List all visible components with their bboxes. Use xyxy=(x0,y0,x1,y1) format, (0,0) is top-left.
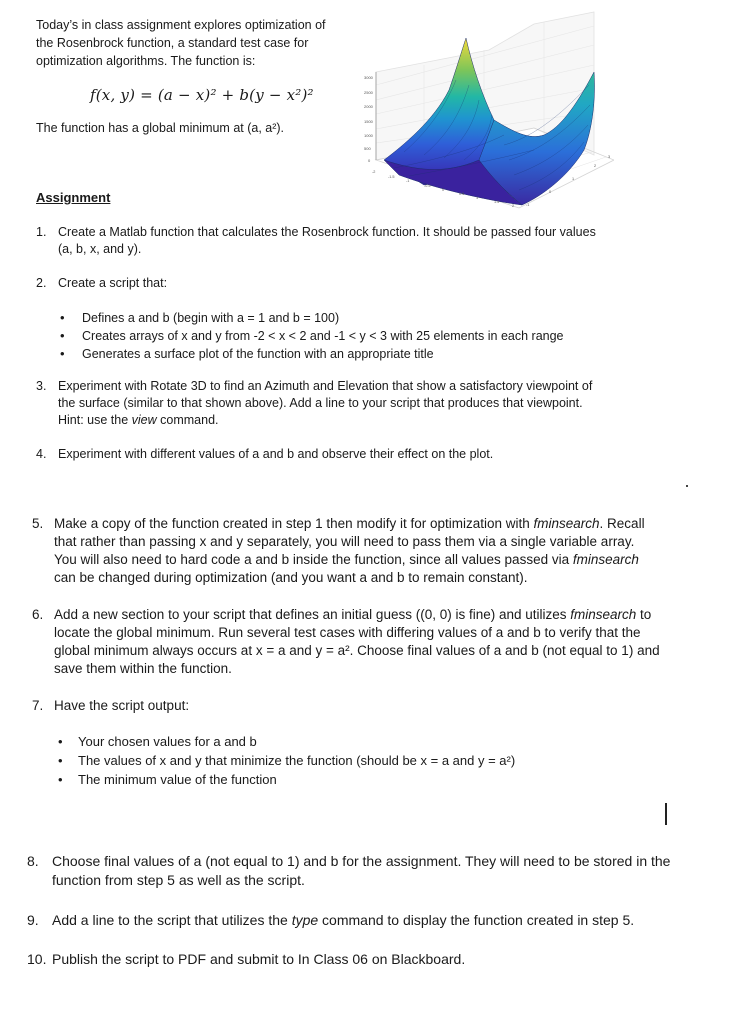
fminsearch-term: fminsearch xyxy=(533,516,600,531)
step7-bullet: • The values of x and y that minimize the function (should be x = a and y = a²) xyxy=(58,753,516,768)
y-tick-label: 3 xyxy=(608,155,611,159)
fminsearch-term: fminsearch xyxy=(570,607,637,622)
step7-bullet: • Your chosen values for a and b xyxy=(58,734,257,749)
step-line: the surface (similar to that shown above). Add a line to your script that produces that viewpoint. xyxy=(58,396,583,410)
step-line: Choose final values of a (not equal to 1) and b for the assignment. They will need to be stored in the xyxy=(52,853,671,869)
y-tick-label: 0 xyxy=(549,190,552,194)
rosenbrock-surface-plot xyxy=(344,10,614,212)
step-number: 4. xyxy=(36,447,47,461)
step-line: global minimum always occurs at x = a and y = a². Choose final values of a and b (not equal to 1) and xyxy=(54,643,660,658)
step-line: locate the global minimum. Run several test cases with differing values of a and b to verify that the xyxy=(54,625,641,640)
x-tick-label: 2 xyxy=(512,204,515,208)
x-tick-label: -1 xyxy=(406,179,410,183)
step-4 xyxy=(36,446,636,464)
bullet-text: Generates a surface plot of the function with an appropriate title xyxy=(82,347,434,361)
intro-line: Today’s in class assignment explores optimization of xyxy=(36,18,326,32)
step-number: 2. xyxy=(36,276,47,290)
step-line: You will also need to hard code a and b inside the function, since all values passed via fminsearch xyxy=(54,552,639,567)
fminsearch-term: fminsearch xyxy=(572,552,639,567)
x-tick-label: -0.5 xyxy=(424,184,431,188)
step-number: 10. xyxy=(27,951,47,967)
stray-mark xyxy=(686,485,688,487)
step-line: Experiment with different values of a and b and observe their effect on the plot. xyxy=(58,447,494,461)
step-line: Create a script that: xyxy=(58,276,168,290)
step-5 xyxy=(32,515,692,589)
intro-paragraph xyxy=(36,16,336,70)
step-line: Add a line to the script that utilizes the type command to display the function created in step 5. xyxy=(52,912,635,928)
bullet-text: The minimum value of the function xyxy=(78,772,277,787)
z-tick-label: 1000 xyxy=(364,133,373,138)
z-tick-label: 2500 xyxy=(364,90,373,95)
step-6 xyxy=(32,606,692,680)
text-cursor xyxy=(665,803,667,825)
step-3 xyxy=(36,378,656,432)
rosenbrock-formula: f(x, y) = (a − x)² + b(y − x²)² xyxy=(90,86,314,104)
step-10 xyxy=(27,950,727,970)
y-tick-label: -1 xyxy=(526,203,530,207)
step-line: can be changed during optimization (and you want a and b to remain constant). xyxy=(54,570,528,585)
step-8 xyxy=(27,852,727,890)
z-tick-label: 500 xyxy=(364,146,371,151)
step2-bullet: • Generates a surface plot of the function with an appropriate title xyxy=(60,346,434,361)
step-number: 5. xyxy=(32,516,44,531)
z-tick-label: 0 xyxy=(368,158,371,163)
step2-bullet: • Creates arrays of x and y from -2 < x < 2 and -1 < y < 3 with 25 elements in each range xyxy=(60,328,564,343)
step-7 xyxy=(32,697,632,715)
step-1 xyxy=(36,224,636,260)
step-number: 9. xyxy=(27,912,39,928)
x-tick-label: 1.5 xyxy=(494,200,500,204)
bullet-text: Your chosen values for a and b xyxy=(78,734,257,749)
step-2 xyxy=(36,275,636,293)
bullet-text: Creates arrays of x and y from -2 < x < 2 and -1 < y < 3 with 25 elements in each range xyxy=(82,329,564,343)
x-tick-label: 0.5 xyxy=(459,192,465,196)
z-tick-label: 2000 xyxy=(364,104,373,109)
step7-bullet: • The minimum value of the function xyxy=(58,772,277,787)
z-tick-labels xyxy=(364,75,374,163)
step-line: Create a Matlab function that calculates the Rosenbrock function. It should be passed four values xyxy=(58,225,596,239)
step-line: Publish the script to PDF and submit to In Class 06 on Blackboard. xyxy=(52,951,466,967)
intro-line: the Rosenbrock function, a standard test case for xyxy=(36,36,309,50)
step-number: 8. xyxy=(27,853,39,869)
z-tick-label: 3000 xyxy=(364,75,373,80)
bullet-text: Defines a and b (begin with a = 1 and b = 100) xyxy=(82,311,340,325)
y-tick-label: 1 xyxy=(572,177,575,181)
step-number: 7. xyxy=(32,698,44,713)
step-number: 6. xyxy=(32,607,44,622)
z-tick-label: 1500 xyxy=(364,119,373,124)
intro-line: optimization algorithms. The function is: xyxy=(36,54,256,68)
step-line: save them within the function. xyxy=(54,661,232,676)
step-line: function from step 5 as well as the script. xyxy=(52,872,305,888)
view-command: view xyxy=(131,413,157,427)
type-command: type xyxy=(291,912,319,928)
y-tick-label: 2 xyxy=(594,164,597,168)
x-tick-label: 1 xyxy=(476,196,479,200)
step-line: (a, b, x, and y). xyxy=(58,242,142,256)
step-line: Add a new section to your script that defines an initial guess ((0, 0) is fine) and utilizes fminsearch to xyxy=(54,607,652,622)
x-tick-label: -2 xyxy=(372,170,376,174)
step-9 xyxy=(27,911,727,931)
step-line: Have the script output: xyxy=(54,698,190,713)
step-line: Make a copy of the function created in step 1 then modify it for optimization with fminsearch. Recall xyxy=(54,516,645,531)
step-number: 3. xyxy=(36,379,47,393)
step-line: that rather than passing x and y separately, you will need to pass them via a single variable array. xyxy=(54,534,635,549)
assignment-heading: Assignment xyxy=(36,190,111,205)
x-tick-label: 0 xyxy=(442,188,445,192)
step-number: 1. xyxy=(36,225,47,239)
bullet-text: The values of x and y that minimize the function (should be x = a and y = a²) xyxy=(78,753,516,768)
step-hint: Hint: use the view command. xyxy=(58,413,219,427)
global-minimum-statement: The function has a global minimum at (a, a²). xyxy=(36,121,285,135)
step-line: Experiment with Rotate 3D to find an Azimuth and Elevation that show a satisfactory viewpoint of xyxy=(58,379,593,393)
x-tick-label: -1.5 xyxy=(388,175,395,179)
step2-bullet: • Defines a and b (begin with a = 1 and b = 100) xyxy=(60,310,340,325)
